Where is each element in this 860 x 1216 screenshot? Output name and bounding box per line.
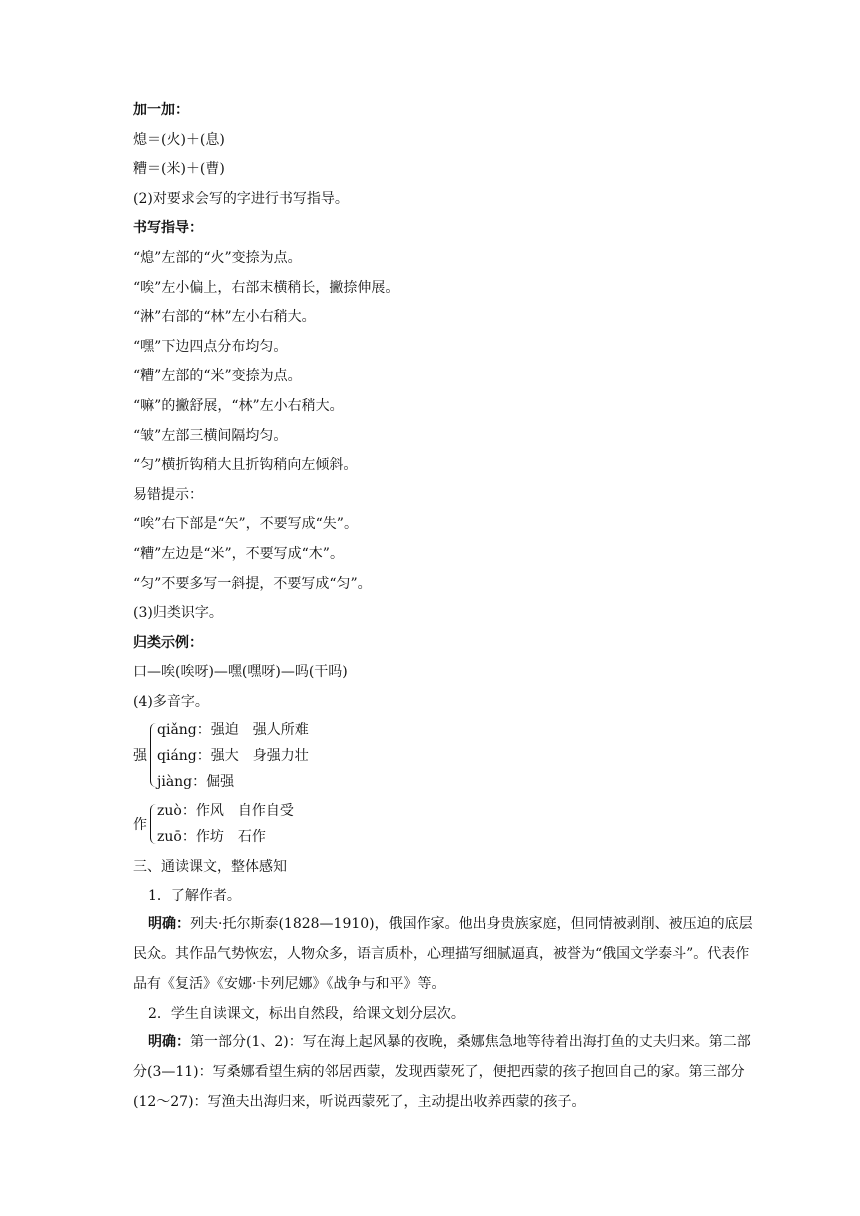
text-line: “糟”左边是“米”，不要写成“木”。 [133, 546, 344, 562]
text-line: (3)归类识字。 [133, 605, 223, 621]
text-line: (4)多音字。 [133, 694, 209, 710]
brace-icon [150, 804, 156, 844]
heading-add: 加一加： [133, 102, 189, 118]
text-line: “皱”左部三横间隔均匀。 [133, 428, 288, 444]
text-line: “嘛”的撇舒展，“林”左小右稍大。 [133, 398, 344, 414]
author-text: 列夫·托尔斯泰(1828—1910)，俄国作家。他出身贵族家庭，但同情被剥削、被压迫的底层民众。其作品气势恢宏，人物众多，语言质朴，心理描写细腻逼真，被誉为“俄国文学泰斗”。代表作品有《复活》《安娜·卡列尼娜》《战争与和平》等。 [133, 916, 753, 992]
text-line: “熄”左部的“火”变捺为点。 [133, 250, 302, 266]
polyphone-row: zuò：作风 自作自受 [157, 803, 294, 819]
clarify-label: 明确： [148, 916, 190, 932]
text-line: “淋”右部的“林”左小右稍大。 [133, 309, 316, 325]
heading-writing-guide: 书写指导： [133, 220, 203, 236]
heading-common-errors: 易错提示： [133, 487, 203, 503]
polyphone-char: 强 [133, 748, 147, 764]
author-paragraph [133, 909, 761, 999]
text-line: “唉”左小偏上，右部末横稍长，撇捺伸展。 [133, 280, 400, 296]
polyphone-row: jiàng：倔强 [157, 774, 235, 790]
text-line: 熄＝(火)＋(息) [133, 132, 225, 148]
text-line: “嘿”下边四点分布均匀。 [133, 339, 288, 355]
structure-text: 第一部分(1、2)：写在海上起风暴的夜晚，桑娜焦急地等待着出海打鱼的丈夫归来。第二部分(3—11)：写桑娜看望生病的邻居西蒙，发现西蒙死了，便把西蒙的孩子抱回自己的家。第三部分(12～27)：写渔夫出海归来，听说西蒙死了，主动提出收养西蒙的孩子。 [133, 1034, 751, 1110]
text-line: “糟”左部的“米”变捺为点。 [133, 368, 302, 384]
text-line: 糟＝(米)＋(曹) [133, 161, 225, 177]
brace-icon [150, 723, 156, 787]
section-heading: 三、通读课文，整体感知 [133, 859, 287, 875]
polyphone-row: zuō：作坊 石作 [157, 829, 266, 845]
text-line: “唉”右下部是“矢”，不要写成“失”。 [133, 516, 358, 532]
polyphone-row: qiǎng：强迫 强人所难 [157, 722, 309, 738]
polyphone-qiang [133, 720, 433, 792]
text-line: 1．了解作者。 [148, 888, 241, 904]
text-line: (2)对要求会写的字进行书写指导。 [133, 191, 349, 207]
text-line: “匀”横折钩稍大且折钩稍向左倾斜。 [133, 457, 358, 473]
clarify-label: 明确： [148, 1034, 190, 1050]
polyphone-row: qiáng：强大 身强力壮 [157, 748, 309, 764]
structure-paragraph [133, 1027, 761, 1117]
heading-classify-example: 归类示例： [133, 635, 203, 651]
text-line: “匀”不要多写一斜提，不要写成“匀”。 [133, 576, 372, 592]
text-line: 2．学生自读课文，标出自然段，给课文划分层次。 [148, 1006, 465, 1022]
polyphone-zuo [133, 801, 433, 851]
polyphone-char: 作 [133, 817, 147, 833]
text-line: 口—唉(唉呀)—嘿(嘿呀)—吗(干吗) [133, 664, 348, 680]
